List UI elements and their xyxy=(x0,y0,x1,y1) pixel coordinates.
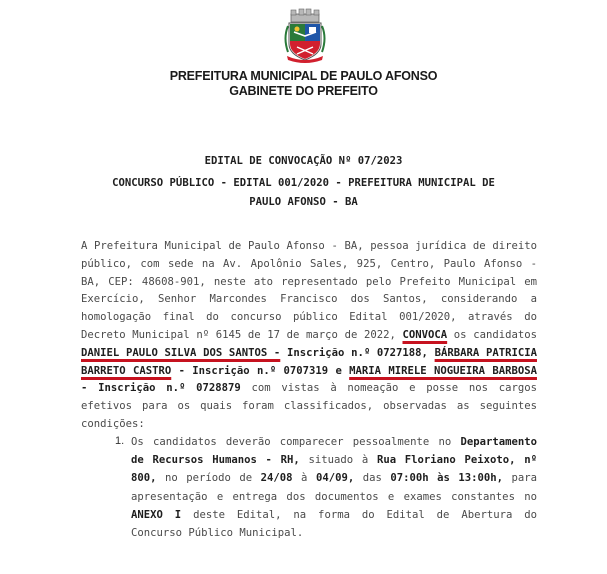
item-1-number: 1. xyxy=(115,435,125,447)
period-start: 24/08 xyxy=(260,472,293,485)
edital-subtitle-line2: PAULO AFONSO - BA xyxy=(249,196,358,208)
period-end: 04/09, xyxy=(315,472,355,485)
item-1-text-a: Os candidatos deverão comparecer pessoalmente no xyxy=(131,436,452,448)
edital-subtitle-line1: CONCURSO PÚBLICO - EDITAL 001/2020 - PREFEITURA MUNICIPAL DE xyxy=(112,177,495,189)
intro-text: A Prefeitura Municipal de Paulo Afonso - BA, pessoa jurídica de direito público, com sede na Av. Apolônio Sales, 925, Centro, Paulo Afonso - BA, CEP: 48608-901, neste ato representado pelo Prefeito Municipal em Exercício, Senhor Marcondes Francisco dos Santos, considerando a homologação final do concurso público Edital 001/2020, através do Decreto Municipal nº 6145 de 17 de março de 2022, xyxy=(81,240,537,341)
item-1-text-b: situado à xyxy=(308,454,369,467)
item-1-text-f: para apresentação e entrega dos documentos e exames constantes no xyxy=(131,472,538,503)
edital-title: EDITAL DE CONVOCAÇÃO Nº 07/2023 xyxy=(204,155,403,167)
candidates-label: os candidatos xyxy=(453,328,537,341)
intro-conditions: com vistas à nomeação e posse nos cargos efetivos para os quais foram classificados, observadas as seguintes condições: xyxy=(81,382,537,430)
convoca-keyword: CONVOCA xyxy=(402,328,448,341)
annex-reference: ANEXO I xyxy=(131,508,182,521)
office-name: GABINETE DO PREFEITO xyxy=(229,84,378,98)
rh-address: Rua Floriano Peixoto, nº 800, xyxy=(131,454,537,485)
item-1-text-d: à xyxy=(301,472,308,485)
office-hours: 07:00h às 13:00h, xyxy=(390,472,503,485)
candidate-1-inscricao: Inscrição n.º 0727188, xyxy=(286,346,428,359)
item-1-text-e: das xyxy=(362,472,382,485)
coat-of-arms-icon xyxy=(282,8,328,64)
item-1-paragraph xyxy=(131,433,537,542)
item-1-text-g: deste Edital, na forma do Edital de Abertura do Concurso Público Municipal. xyxy=(131,508,537,540)
item-1-text-c: no período de xyxy=(165,472,253,485)
candidate-3-name: MARIA MIRELE NOGUEIRA BARBOSA xyxy=(349,364,537,377)
candidate-2-name: BÁRBARA PATRICIA BARRETO CASTRO xyxy=(81,346,537,377)
rh-department: Departamento de Recursos Humanos - RH, xyxy=(131,436,537,467)
intro-paragraph xyxy=(81,238,537,434)
candidate-2-inscricao: - Inscrição n.º 0707319 e xyxy=(178,364,342,377)
candidate-3-inscricao: - Inscrição n.º 0728879 xyxy=(81,382,241,395)
org-name: PREFEITURA MUNICIPAL DE PAULO AFONSO xyxy=(169,69,438,83)
candidate-1-name: DANIEL PAULO SILVA DOS SANTOS - xyxy=(81,346,281,359)
